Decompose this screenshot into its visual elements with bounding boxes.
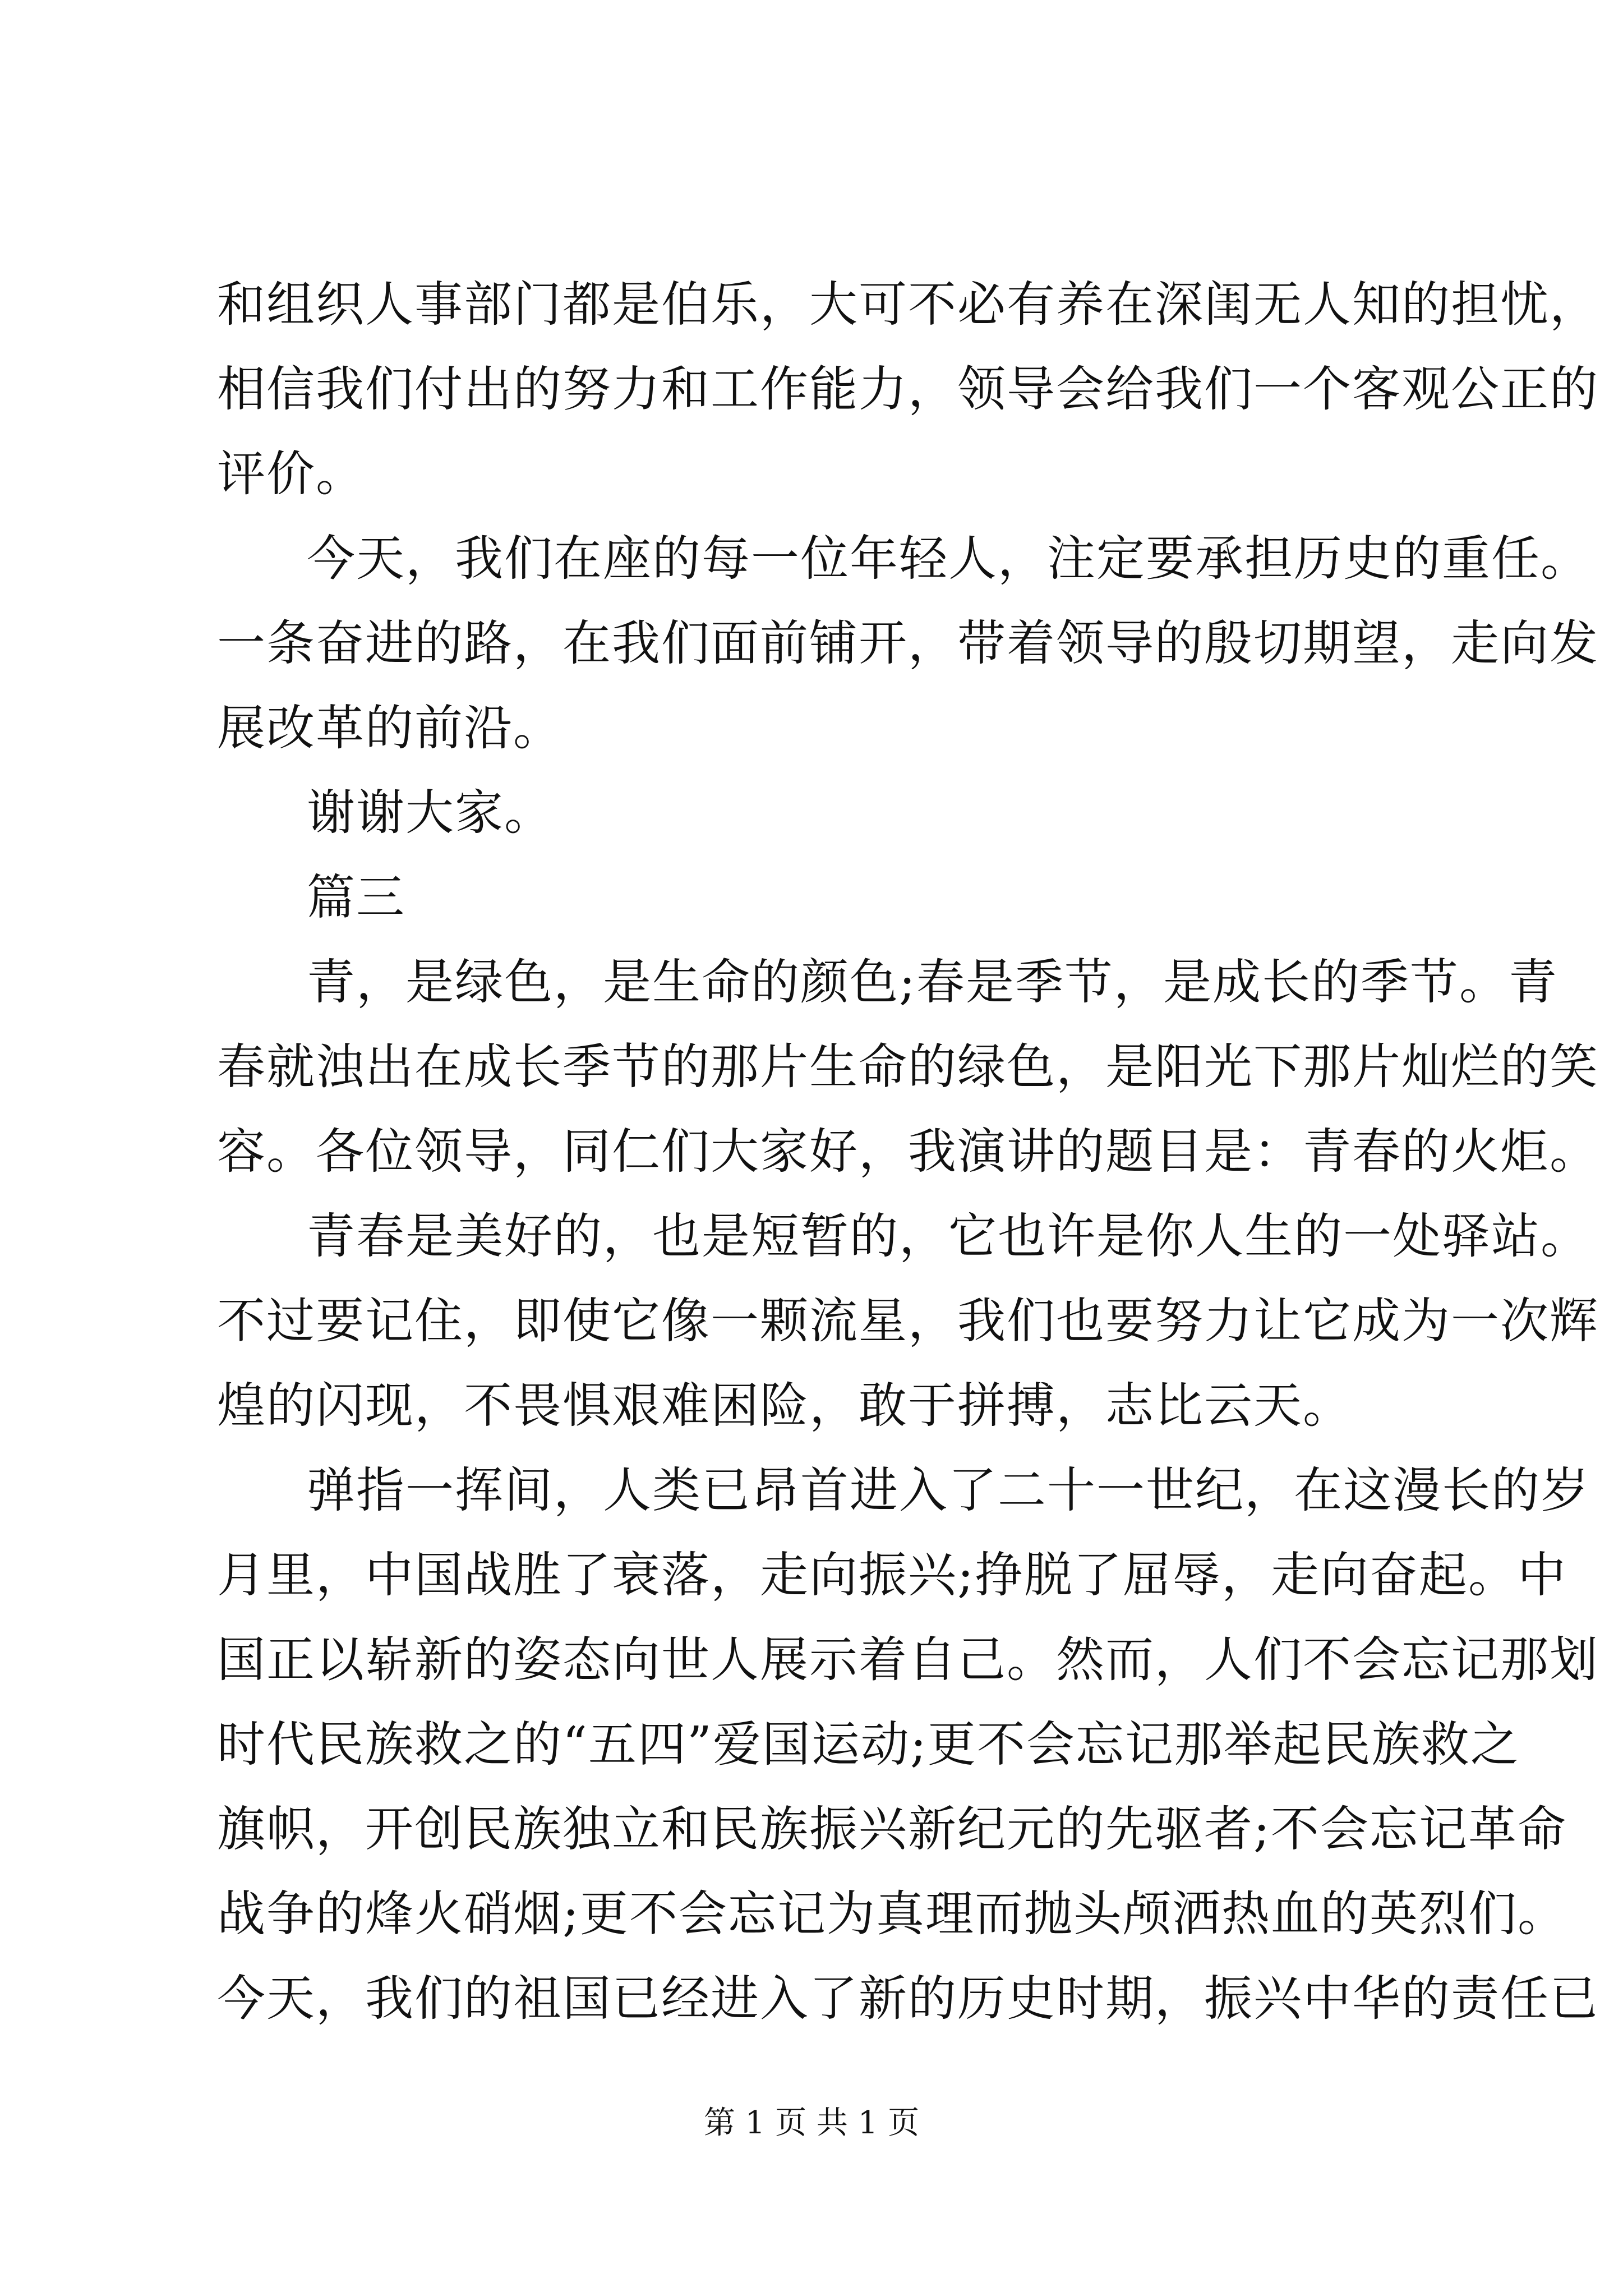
- text-line: 展改革的前沿。: [217, 700, 562, 756]
- text-line: 战争的烽火硝烟;更不会忘记为真理而抛头颅洒热血的英烈们。: [217, 1886, 1567, 1942]
- paragraph-first-line: 青，是绿色，是生命的颜色;春是季节，是成长的季节。青: [307, 954, 1558, 1010]
- text-line: 一条奋进的路，在我们面前铺开，带着领导的殷切期望，走向发: [217, 615, 1599, 671]
- text-line: 旗帜，开创民族独立和民族振兴新纪元的先驱者;不会忘记革命: [217, 1801, 1567, 1857]
- paragraph-first-line: 青春是美好的，也是短暂的，它也许是你人生的一处驿站。: [307, 1208, 1590, 1264]
- section-heading: 篇三: [307, 869, 405, 926]
- closing-line: 谢谢大家。: [307, 785, 554, 841]
- text-line: 今天，我们的祖国已经进入了新的历史时期，振兴中华的责任已: [217, 1971, 1599, 2027]
- text-line: 月里，中国战胜了衰落，走向振兴;挣脱了屈辱，走向奋起。中: [217, 1547, 1567, 1603]
- text-line: 春就浊出在成长季节的那片生命的绿色，是阳光下那片灿烂的笑: [217, 1039, 1599, 1095]
- text-line: 国正以崭新的姿态向世人展示着自己。然而，人们不会忘记那划: [217, 1632, 1599, 1688]
- text-line: 不过要记住，即使它像一颗流星，我们也要努力让它成为一次辉: [217, 1293, 1599, 1349]
- text-line: 评价。: [217, 446, 365, 502]
- paragraph-first-line: 今天，我们在座的每一位年轻人，注定要承担历史的重任。: [307, 531, 1590, 587]
- text-line: 时代民族救之的“五四”爱国运动;更不会忘记那举起民族救之: [217, 1717, 1520, 1773]
- page-number-footer: 第 1 页 共 1 页: [703, 2105, 920, 2141]
- paragraph-first-line: 弹指一挥间，人类已昂首进入了二十一世纪，在这漫长的岁: [307, 1462, 1590, 1519]
- text-line: 相信我们付出的努力和工作能力，领导会给我们一个客观公正的: [217, 361, 1599, 417]
- text-line: 容。各位领导，同仁们大家好，我演讲的题目是：青春的火炬。: [217, 1124, 1599, 1180]
- document-body: [217, 263, 1599, 2041]
- text-line: 煌的闪现，不畏惧艰难困险，敢于拼搏，志比云天。: [217, 1378, 1352, 1434]
- text-line: 和组织人事部门都是伯乐，大可不必有养在深闺无人知的担忧，: [217, 277, 1599, 333]
